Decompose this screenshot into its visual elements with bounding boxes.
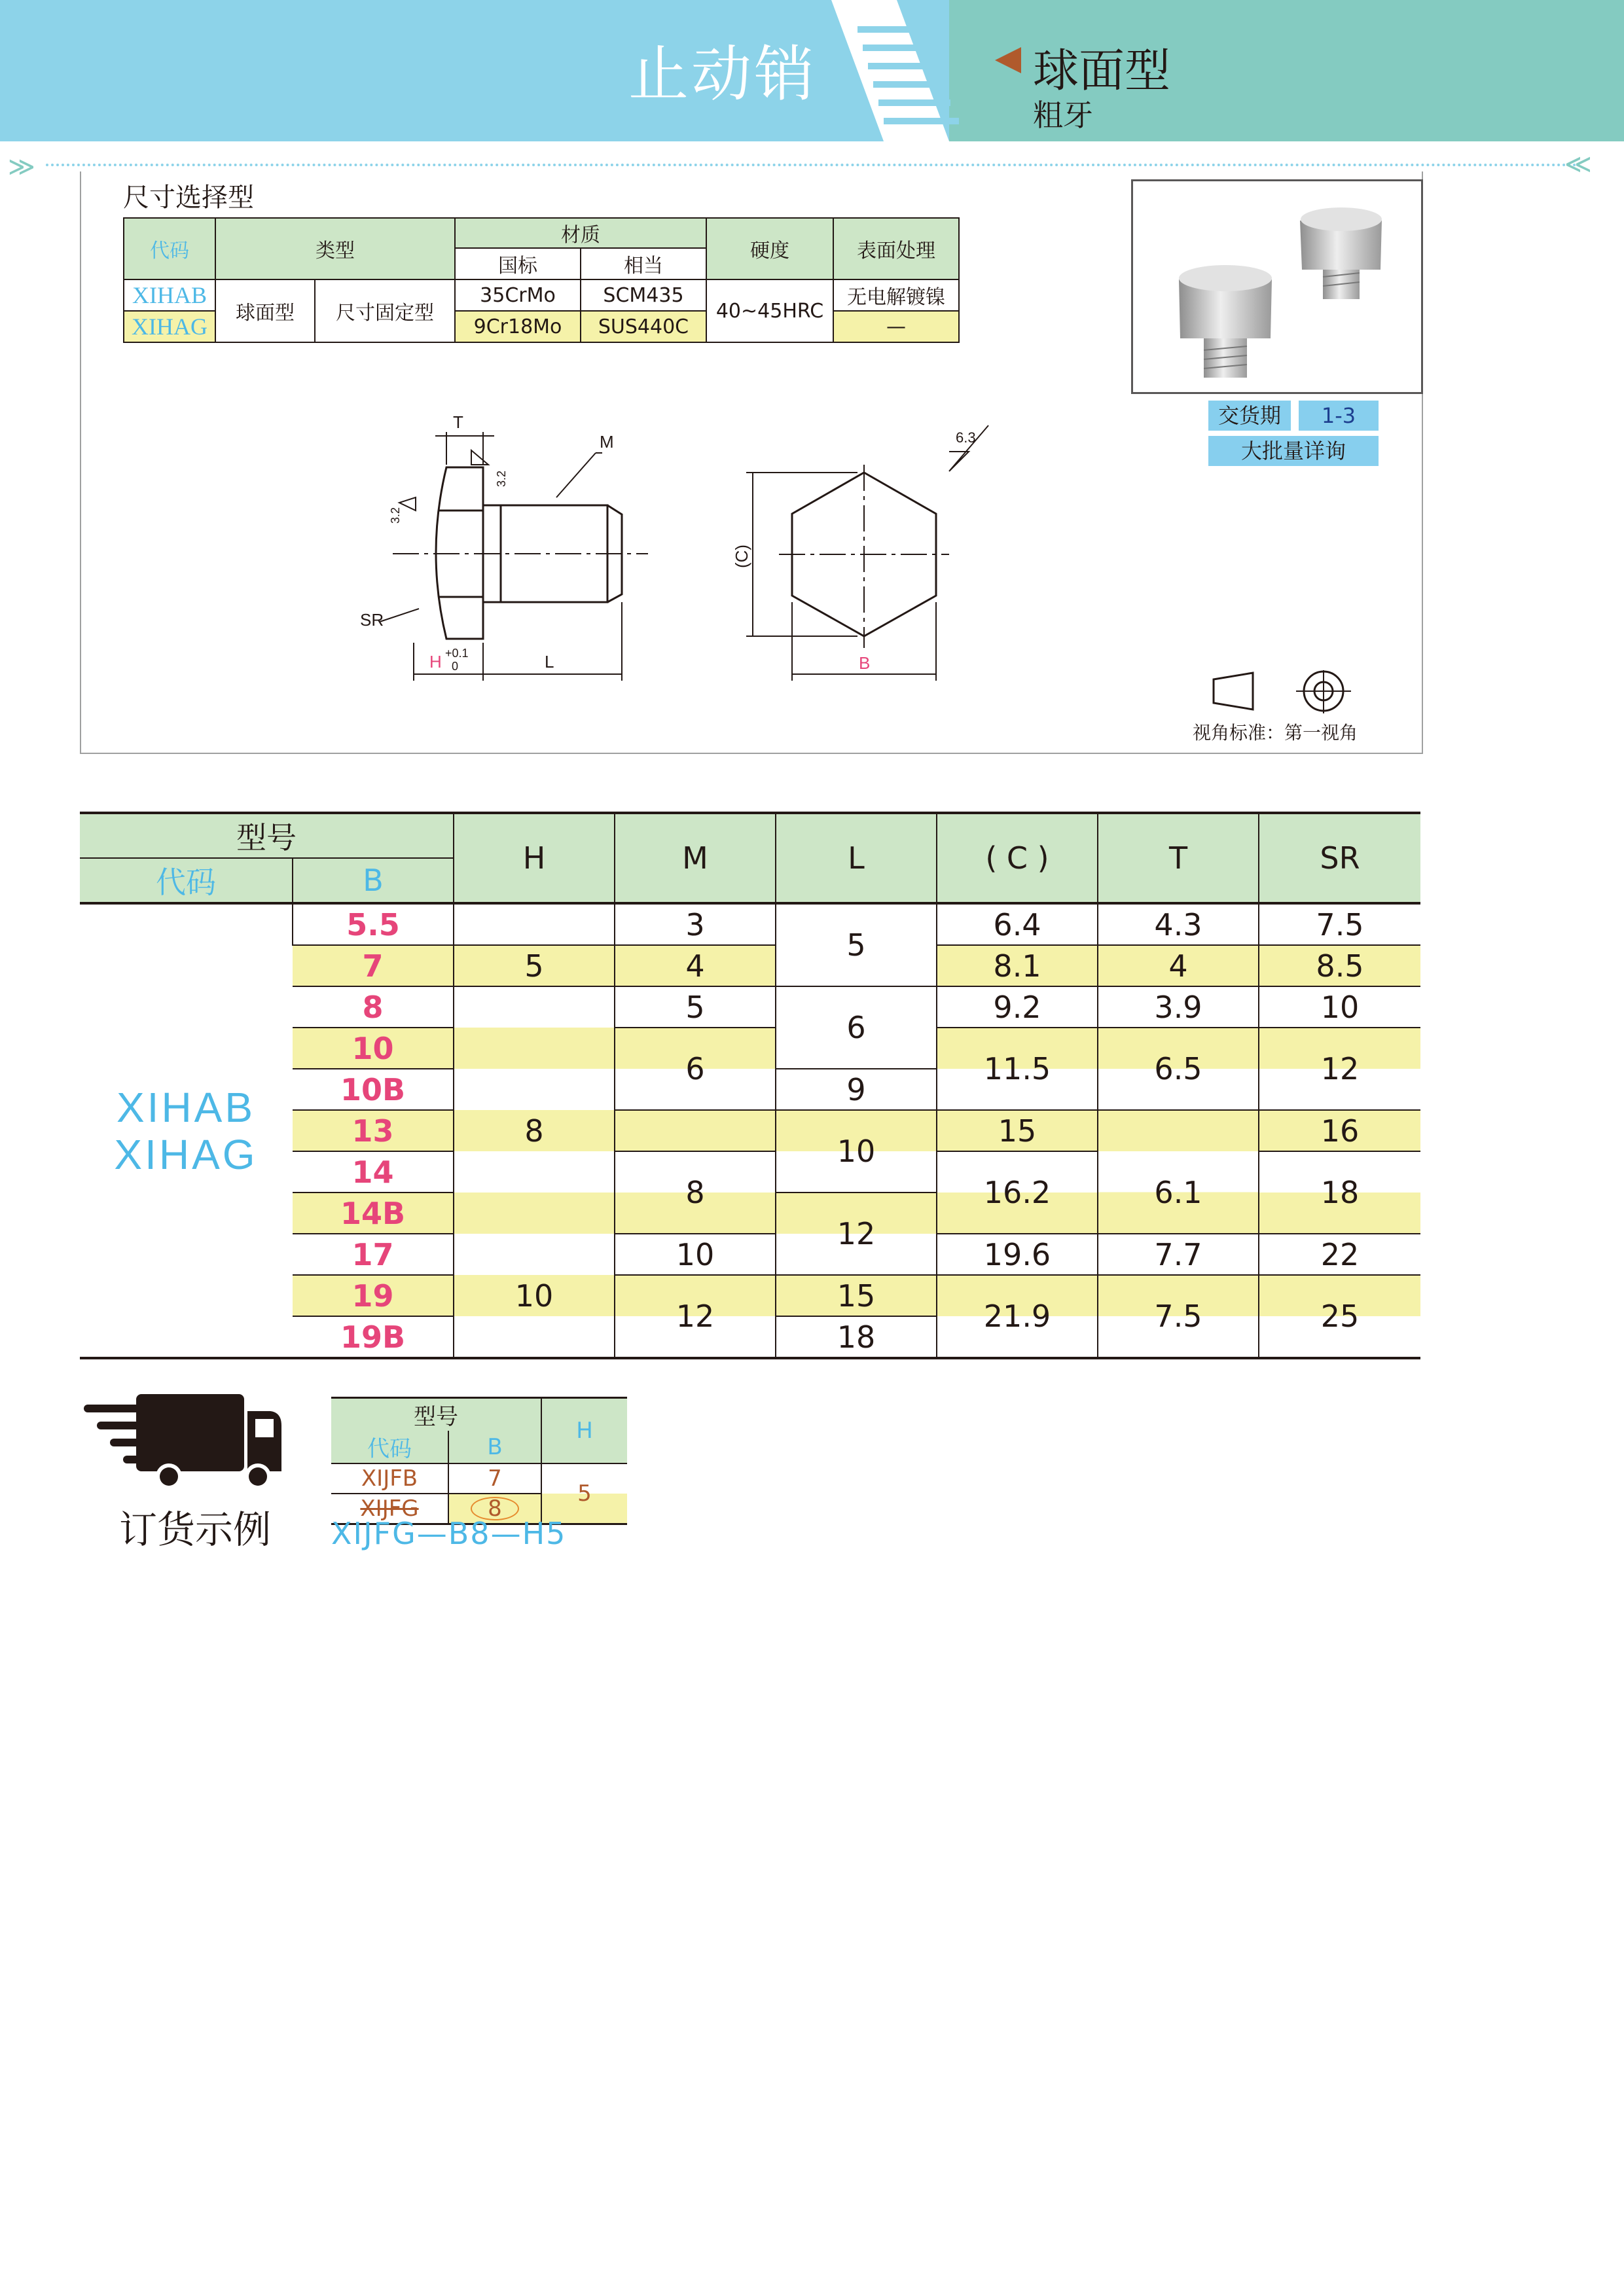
main-header-M: M [615, 813, 776, 903]
main-SR: 10 [1259, 986, 1420, 1028]
dimension-table [80, 812, 1420, 1359]
order-B-8: 8 [471, 1497, 519, 1520]
dim-B: B [859, 653, 871, 673]
dim-H-tol-up: +0.1 [445, 647, 469, 660]
main-C: 8.1 [937, 945, 1098, 986]
page-subtitle: 球面型 [1033, 44, 1170, 98]
main-T: 3.9 [1098, 986, 1259, 1028]
main-SR: 25 [1259, 1275, 1420, 1358]
spec-header-hardness: 硬度 [706, 218, 833, 279]
main-L: 15 [776, 1275, 937, 1316]
main-code-cell [80, 903, 293, 1358]
main-header-T: T [1098, 813, 1259, 903]
main-header-H: H [454, 813, 615, 903]
main-B: 7 [293, 945, 454, 986]
triangle-left-icon [995, 47, 1021, 73]
main-header-model: 型号 [80, 813, 454, 858]
main-T: 7.7 [1098, 1234, 1259, 1275]
main-B: 8 [293, 986, 454, 1028]
page-subtitle-thread: 粗牙 [1033, 98, 1093, 133]
chevron-left-icon: ≪ [1564, 149, 1592, 179]
delivery-truck-icon [84, 1393, 284, 1491]
main-B: 19 [293, 1275, 454, 1316]
main-L: 18 [776, 1316, 937, 1358]
dim-L: L [545, 652, 554, 672]
order-example-table [331, 1397, 627, 1525]
chevron-right-icon: ≫ [8, 152, 35, 182]
main-SR: 22 [1259, 1234, 1420, 1275]
spec-type1: 球面型 [215, 279, 315, 342]
spec-hardness: 40~45HRC [706, 279, 833, 342]
delivery-value: 1-3 [1299, 401, 1379, 431]
main-B: 10 [293, 1028, 454, 1069]
main-T: 4 [1098, 945, 1259, 986]
main-B: 10B [293, 1069, 454, 1110]
main-M: 4 [615, 945, 776, 986]
main-M: 3 [615, 903, 776, 945]
main-header-code: 代码 [80, 858, 293, 903]
spec-header-gb: 国标 [455, 248, 581, 279]
main-header-L: L [776, 813, 937, 903]
technical-drawing [340, 406, 1060, 694]
view-standard: 视角标准：第一视角 [1193, 722, 1358, 744]
product-photo [1131, 179, 1423, 394]
main-C: 21.9 [937, 1275, 1098, 1358]
page-title: 止动销 [628, 39, 818, 109]
spec-gb-35crmo: 35CrMo [455, 279, 581, 311]
roughness-3-2-side: 3.2 [389, 507, 402, 524]
main-code-xihag: XIHAG [114, 1130, 258, 1178]
main-header-B: B [293, 858, 454, 903]
roughness-3-2-top: 3.2 [495, 470, 508, 487]
main-header-SR: SR [1259, 813, 1420, 903]
main-B: 13 [293, 1110, 454, 1151]
spec-surface-none: — [833, 311, 959, 342]
main-C: 19.6 [937, 1234, 1098, 1275]
main-C: 11.5 [937, 1028, 1098, 1110]
main-L: 9 [776, 1069, 937, 1110]
bulk-inquiry: 大批量详询 [1208, 436, 1379, 466]
spec-equiv-sus440c: SUS440C [581, 311, 706, 342]
spec-gb-9cr18mo: 9Cr18Mo [455, 311, 581, 342]
spec-header-type: 类型 [215, 218, 455, 279]
main-M: 10 [615, 1234, 776, 1275]
order-example-label: 订货示例 [119, 1507, 272, 1552]
order-header-code: 代码 [331, 1431, 448, 1463]
main-T: 7.5 [1098, 1275, 1259, 1358]
main-H: 5 [454, 945, 615, 986]
main-code-xihab: XIHAB [116, 1083, 256, 1131]
main-C: 9.2 [937, 986, 1098, 1028]
main-C: 6.4 [937, 903, 1098, 945]
order-header-model: 型号 [331, 1398, 541, 1431]
main-L: 12 [776, 1193, 937, 1275]
order-code-xijfg-text: XIJFG [360, 1496, 419, 1522]
header-stripes-decoration [831, 0, 975, 141]
order-code-xijfb: XIJFB [331, 1463, 448, 1494]
dim-H-tol-low: 0 [452, 660, 459, 673]
spec-surface-nickel: 无电解镀镍 [833, 279, 959, 311]
delivery-label: 交货期 [1208, 401, 1291, 431]
stop-pin-photo-icon [1133, 181, 1417, 388]
spec-section-title: 尺寸选择型 [123, 183, 254, 213]
order-example-code: XIJFG—B8—H5 [331, 1516, 567, 1551]
main-M: 8 [615, 1151, 776, 1234]
spec-code-xihab: XIHAB [124, 279, 215, 311]
order-header-H: H [541, 1398, 627, 1464]
main-H: 10 [454, 1275, 615, 1316]
main-L: 5 [776, 903, 937, 986]
main-SR: 18 [1259, 1151, 1420, 1234]
main-H: 8 [454, 1110, 615, 1151]
main-T: 6.1 [1098, 1151, 1259, 1234]
dim-T: T [453, 412, 463, 432]
main-header-C: ( C ) [937, 813, 1098, 903]
main-M: 12 [615, 1275, 776, 1358]
main-M: 6 [615, 1028, 776, 1110]
spec-table [123, 217, 960, 343]
dim-M: M [600, 432, 614, 452]
main-M: 5 [615, 986, 776, 1028]
main-B: 14B [293, 1193, 454, 1234]
main-T: 6.5 [1098, 1028, 1259, 1110]
spec-equiv-scm435: SCM435 [581, 279, 706, 311]
spec-type2: 尺寸固定型 [315, 279, 455, 342]
order-header-B: B [448, 1431, 541, 1463]
order-H-5: 5 [541, 1463, 627, 1524]
spec-header-code: 代码 [124, 218, 215, 279]
main-B: 17 [293, 1234, 454, 1275]
main-B: 19B [293, 1316, 454, 1358]
spec-header-surface: 表面处理 [833, 218, 959, 279]
order-B-7: 7 [448, 1463, 541, 1494]
dim-C: (C) [732, 544, 751, 568]
dim-SR: SR [360, 610, 384, 630]
dim-H: H [429, 652, 442, 672]
spec-header-equiv: 相当 [581, 248, 706, 279]
spec-code-xihag: XIHAG [124, 311, 215, 342]
main-C: 16.2 [937, 1151, 1098, 1234]
roughness-6-3: 6.3 [956, 429, 976, 446]
main-B: 5.5 [293, 903, 454, 945]
main-L: 10 [776, 1110, 937, 1193]
spec-header-material: 材质 [455, 218, 706, 248]
first-angle-projection-icon [1211, 670, 1355, 716]
main-SR: 16 [1259, 1110, 1420, 1151]
main-T: 4.3 [1098, 903, 1259, 945]
main-B: 14 [293, 1151, 454, 1193]
dotted-divider [46, 164, 1578, 166]
main-L: 6 [776, 986, 937, 1069]
main-SR: 12 [1259, 1028, 1420, 1110]
main-C: 15 [937, 1110, 1098, 1151]
main-SR: 7.5 [1259, 903, 1420, 945]
main-SR: 8.5 [1259, 945, 1420, 986]
